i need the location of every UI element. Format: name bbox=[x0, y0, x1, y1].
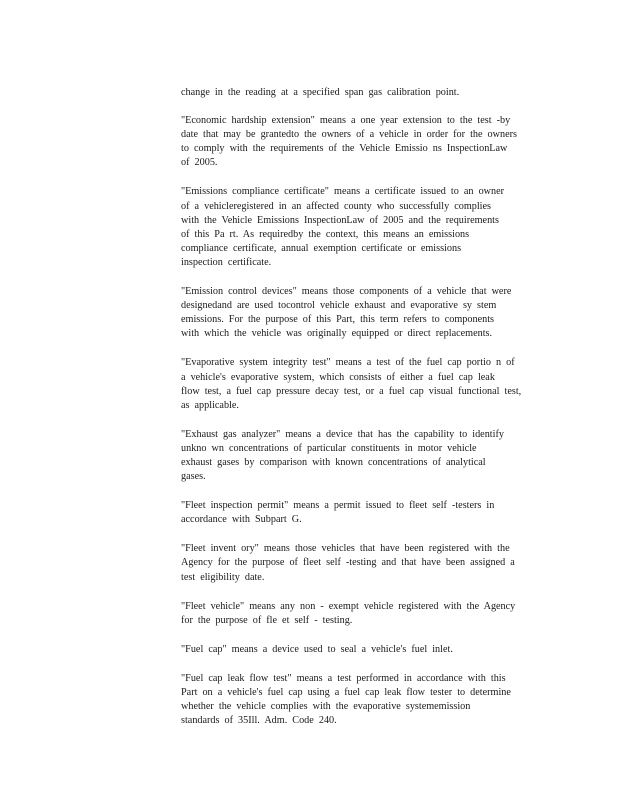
paragraph-fuel-cap bbox=[181, 643, 539, 657]
paragraph-span-gas-continuation bbox=[181, 86, 539, 100]
paragraph-fleet-vehicle bbox=[181, 600, 539, 628]
text-line: test eligibility date. bbox=[181, 571, 265, 583]
text-line: a vehicle's evaporative system, which consists of either a fuel cap leak bbox=[181, 371, 495, 383]
text-line: for the purpose of fle et self - testing. bbox=[181, 614, 353, 626]
text-line: "Fuel cap" means a device used to seal a vehicle's fuel inlet. bbox=[181, 643, 453, 655]
text-line: "Fleet inspection permit" means a permit issued to fleet self -testers in bbox=[181, 500, 495, 512]
text-line: "Emission control devices" means those components of a vehicle that were bbox=[181, 286, 512, 298]
text-line: to comply with the requirements of the Vehicle Emissio ns InspectionLaw bbox=[181, 143, 508, 155]
paragraph-evaporative-system-integrity-test bbox=[181, 356, 539, 412]
text-line: accordance with Subpart G. bbox=[181, 514, 302, 526]
paragraph-exhaust-gas-analyzer bbox=[181, 428, 539, 484]
text-line: designedand are used tocontrol vehicle exhaust and evaporative sy stem bbox=[181, 300, 497, 312]
text-line: Part on a vehicle's fuel cap using a fuel cap leak flow tester to determine bbox=[181, 687, 511, 698]
text-line: whether the vehicle complies with the evaporative systememission bbox=[181, 701, 471, 713]
text-line: unkno wn concentrations of particular constituents in motor vehicle bbox=[181, 442, 477, 454]
text-line: "Emissions compliance certificate" means a certificate issued to an owner bbox=[181, 186, 505, 198]
paragraph-fleet-inspection-permit bbox=[181, 499, 539, 527]
document-body bbox=[181, 86, 539, 743]
text-line: date that may be grantedto the owners of a vehicle in order for the owners bbox=[181, 129, 517, 141]
text-line: inspection certificate. bbox=[181, 256, 272, 268]
text-line: of a vehicleregistered in an affected county who successfully complies bbox=[181, 200, 492, 212]
text-line: of this Pa rt. As requiredby the context, this means an emissions bbox=[181, 228, 470, 240]
text-line: compliance certificate, annual exemption certificate or emissions bbox=[181, 242, 462, 254]
text-line: as applicable. bbox=[181, 399, 239, 411]
paragraph-fuel-cap-leak-flow-test bbox=[181, 672, 539, 728]
paragraph-fleet-inventory bbox=[181, 542, 539, 584]
text-line: gases. bbox=[181, 471, 206, 483]
text-line: change in the reading at a specified span gas calibration point. bbox=[181, 87, 460, 98]
text-line: "Evaporative system integrity test" means a test of the fuel cap portio n of bbox=[181, 357, 515, 369]
text-line: "Fuel cap leak flow test" means a test performed in accordance with this bbox=[181, 672, 506, 684]
text-line: "Fleet vehicle" means any non - exempt vehicle registered with the Agency bbox=[181, 600, 516, 612]
text-line: of 2005. bbox=[181, 157, 218, 169]
paragraph-emissions-compliance-certificate bbox=[181, 185, 539, 270]
paragraph-economic-hardship-extension bbox=[181, 114, 539, 170]
paragraph-emission-control-devices bbox=[181, 285, 539, 341]
text-line: "Fleet invent ory" means those vehicles that have been registered with the bbox=[181, 543, 510, 555]
text-line: emissions. For the purpose of this Part, this term refers to components bbox=[181, 314, 494, 326]
text-line: with the Vehicle Emissions InspectionLaw of 2005 and the requirements bbox=[181, 214, 499, 226]
text-line: exhaust gases by comparison with known concentrations of analytical bbox=[181, 456, 486, 468]
text-line: Agency for the purpose of fleet self -testing and that have been assigned a bbox=[181, 557, 515, 569]
text-line: with which the vehicle was originally equipped or direct replacements. bbox=[181, 328, 493, 340]
text-line: "Exhaust gas analyzer" means a device that has the capability to identify bbox=[181, 428, 504, 440]
text-line: "Economic hardship extension" means a one year extension to the test -by bbox=[181, 115, 511, 127]
text-line: standards of 35Ill. Adm. Code 240. bbox=[181, 715, 337, 727]
text-line: flow test, a fuel cap pressure decay test, or a fuel cap visual functional test, bbox=[181, 385, 522, 397]
